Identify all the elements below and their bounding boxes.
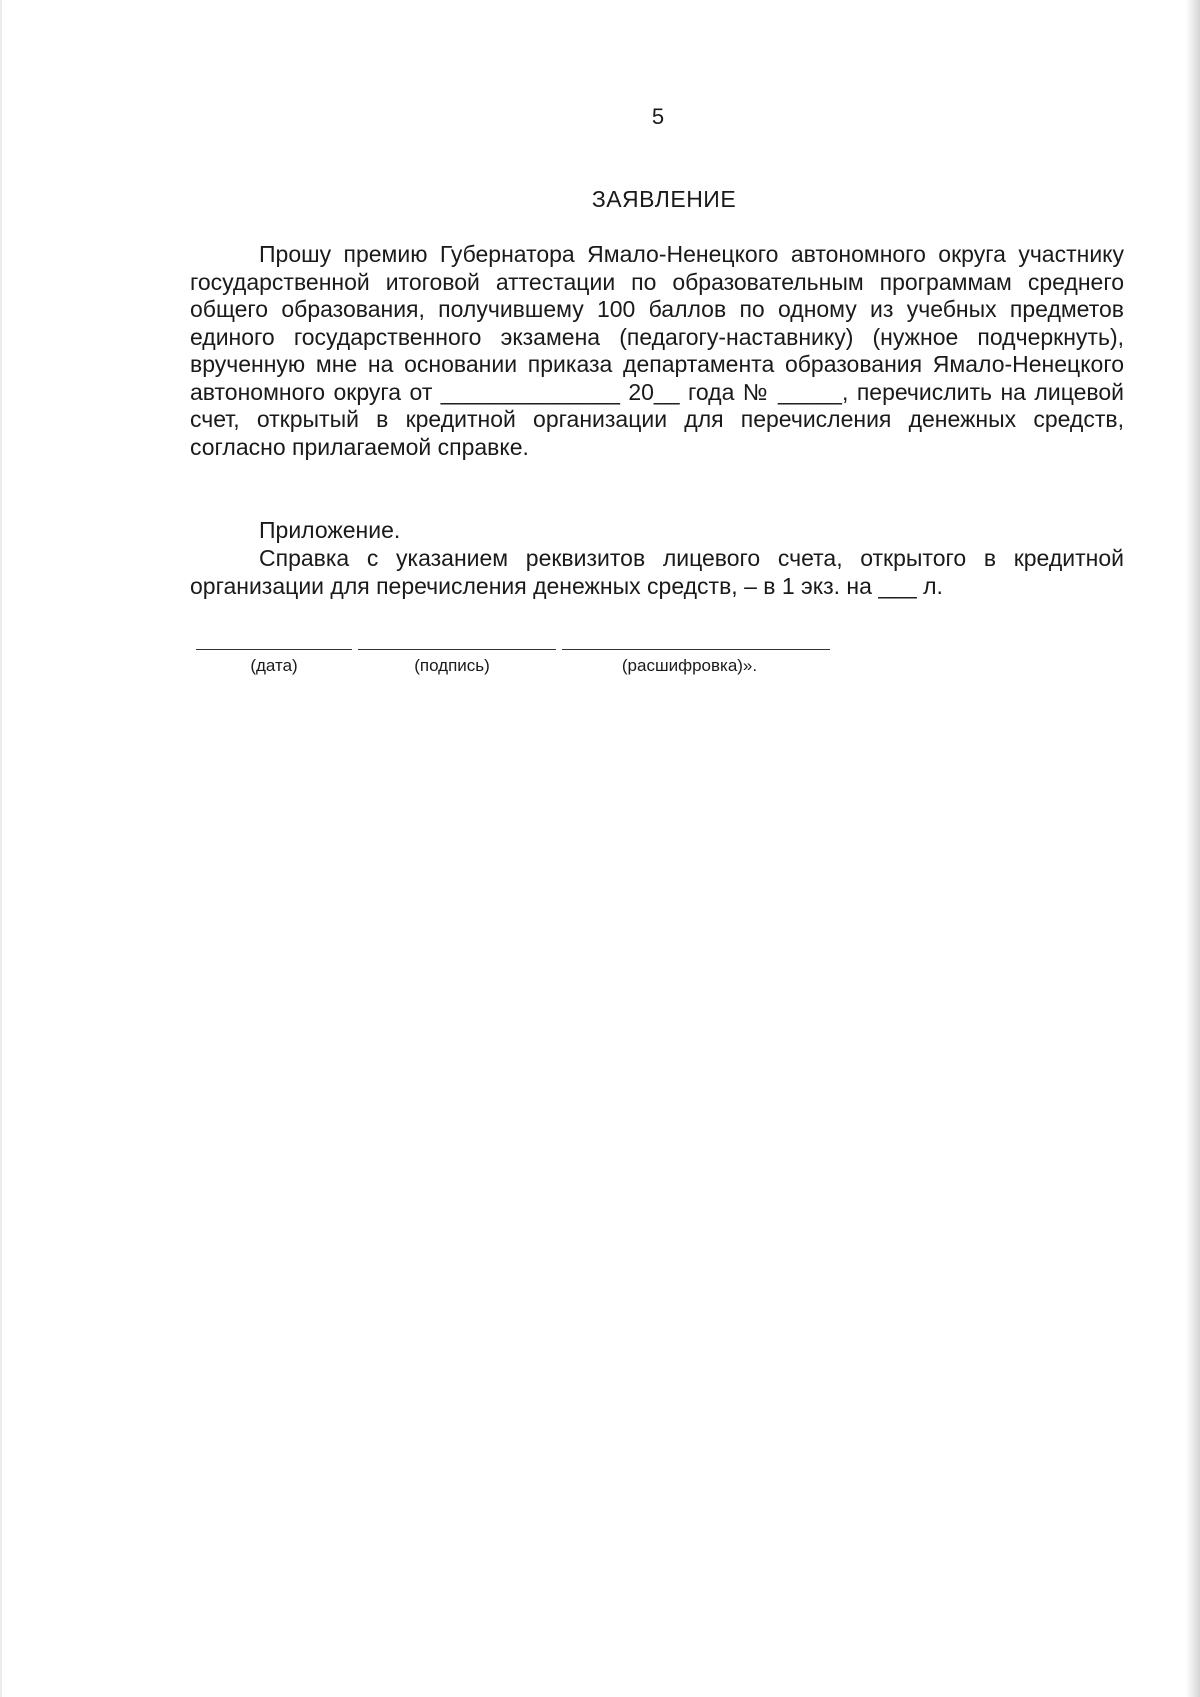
name-signature-line bbox=[562, 649, 830, 650]
main-paragraph: Прошу премию Губернатора Ямало-Ненецкого автономного округа участнику государственной итоговой аттестации по образовательным программам среднего общего образования, получившему 100 баллов по одному из учебных предметов единого государственного экзамена (педагогу-наставнику) (нужное подчеркнуть), врученную мне на основании приказа департамента образования Ямало-Ненецкого автономного округа от ______________ 20__ года № _____, перечислить на лицевой счет, открытый в кредитной организации для перечисления денежных средств, согласно прилагаемой справке. bbox=[190, 241, 1124, 460]
page-number: 5 bbox=[651, 104, 665, 129]
document-title: ЗАЯВЛЕНИЕ bbox=[591, 186, 737, 212]
appendix-text: Справка с указанием реквизитов лицевого счета, открытого в кредитной организации для перечисления денежных средств, – в 1 экз. на ___ л. bbox=[190, 545, 1124, 599]
sign-caption: (подпись) bbox=[414, 656, 490, 675]
appendix-heading: Приложение. bbox=[259, 517, 401, 543]
name-caption: (расшифровка)». bbox=[621, 656, 758, 675]
page-right-edge bbox=[1186, 0, 1200, 1697]
page-left-edge bbox=[0, 0, 2, 1697]
sign-signature-line bbox=[358, 649, 556, 650]
date-caption: (дата) bbox=[250, 656, 298, 675]
date-signature-line bbox=[196, 649, 352, 650]
